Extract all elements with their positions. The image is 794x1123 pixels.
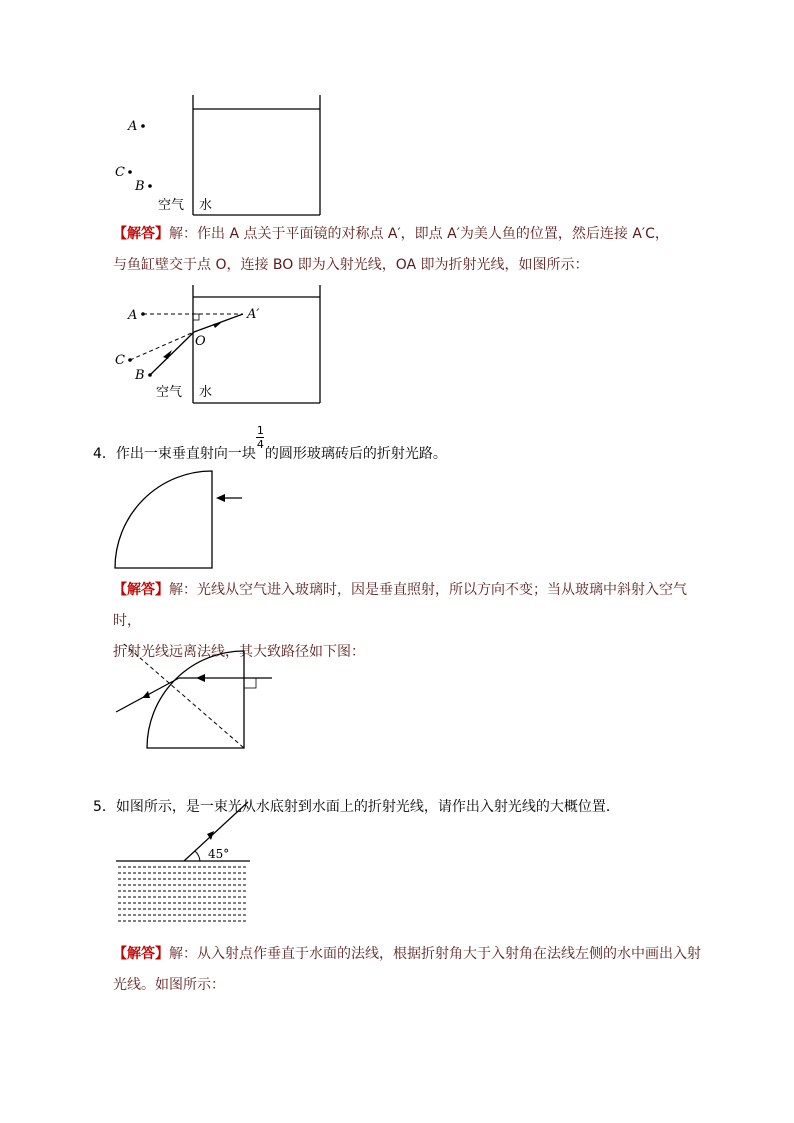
figure-tank-points: [110, 92, 325, 218]
figure-tank-solution: [110, 282, 325, 408]
angle-label: 45°: [208, 847, 230, 861]
answer-text-line2: 与鱼缸壁交于点 O，连接 BO 即为入射光线，OA 即为折射光线，如图所示：: [113, 257, 589, 273]
tank-outline: [193, 95, 320, 215]
figure-quarter-circle-solution: [112, 648, 277, 754]
question-number: 5．: [93, 799, 116, 815]
point-a-dot: [141, 124, 145, 128]
answer-text-line2: 光线。如图所示：: [113, 977, 225, 993]
right-angle-mark: [244, 678, 256, 688]
label-a-prime: A′: [247, 307, 260, 322]
tank-outline: [193, 285, 320, 403]
arrow-incident: [196, 674, 205, 682]
fraction-denominator: 4: [256, 438, 264, 451]
figure-quarter-circle: [112, 468, 247, 572]
water-hatching: [118, 867, 248, 921]
answer-tag: 【解答】: [113, 946, 169, 962]
answer-text-line1: 解：光线从空气进入玻璃时，因是垂直照射，所以方向不变；当从玻璃中斜射入空气时，: [113, 582, 687, 629]
label-water: 水: [199, 198, 213, 213]
question-number: 4．: [93, 446, 116, 462]
question-text-after: 的圆形玻璃砖后的折射光路。: [264, 446, 447, 462]
point-c-dot: [128, 170, 132, 174]
point-c-dot: [128, 358, 132, 362]
question-text: 如图所示，是一束光从水底射到水面上的折射光线，请作出入射光线的大概位置．: [115, 799, 620, 815]
normal-dashed-line: [124, 644, 244, 748]
answer-1: [113, 219, 713, 281]
fraction-numerator: 1: [256, 424, 264, 437]
quarter-circle-glass: [115, 471, 212, 568]
angle-arc: [195, 851, 200, 861]
answer-text-line1: 解：从入射点作垂直于水面的法线，根据折射角大于入射角在法线左侧的水中画出入射: [169, 946, 701, 962]
quarter-circle-glass: [147, 651, 244, 748]
arrow-refracted: [142, 691, 150, 698]
point-a-dot: [141, 312, 145, 316]
fraction-one-quarter: [256, 424, 265, 458]
answer-text-line2: 折射光线远离法线，其大致路径如下图：: [113, 644, 365, 660]
point-b-dot: [148, 373, 152, 377]
label-a: A: [128, 308, 138, 323]
label-water: 水: [199, 385, 213, 400]
incident-ray-b-to-o: [150, 332, 194, 375]
label-c: C: [115, 353, 125, 368]
answer-tag: 【解答】: [113, 582, 169, 598]
right-angle-mark: [193, 314, 199, 320]
label-b: B: [135, 179, 145, 194]
virtual-ray-c-to-a-prime: [130, 332, 194, 360]
arrow-head: [216, 494, 225, 502]
label-b: B: [135, 368, 145, 383]
question-4: [93, 424, 447, 463]
label-c: C: [115, 165, 125, 180]
question-text-before: 作出一束垂直射向一块: [115, 446, 256, 462]
label-air: 空气: [158, 198, 185, 213]
label-o: O: [195, 334, 206, 349]
answer-tag: 【解答】: [113, 226, 169, 242]
label-air: 空气: [156, 385, 183, 400]
answer-3: [113, 939, 713, 1001]
point-b-dot: [148, 184, 152, 188]
answer-text-line1: 解：作出 A 点关于平面镜的对称点 A′，即点 A′为美人鱼的位置，然后连接 A′C，: [169, 226, 669, 242]
label-a: A: [128, 119, 138, 134]
figure-water-surface: [114, 800, 254, 928]
